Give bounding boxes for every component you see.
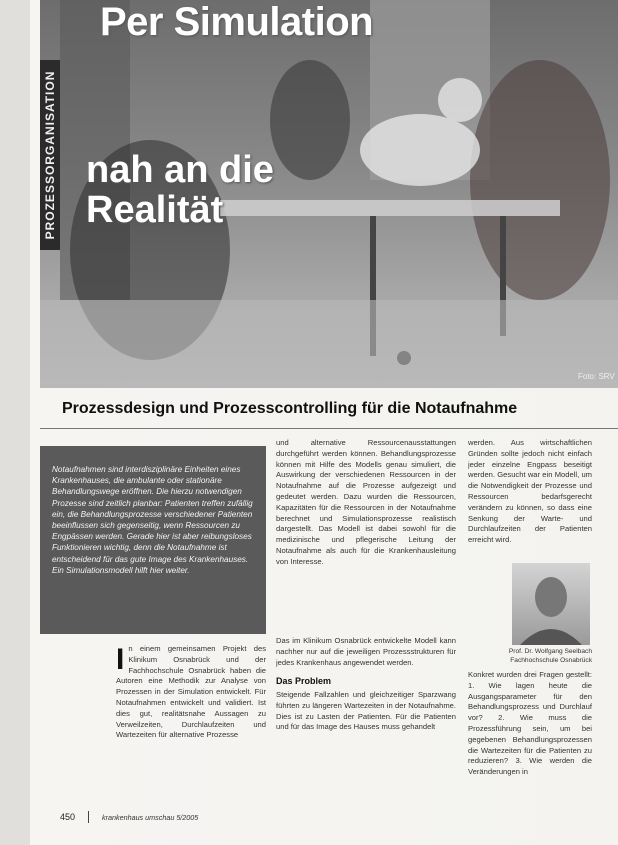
caption-name: Prof. Dr. Wolfgang Seelbach	[508, 648, 592, 655]
headline-line-3: Realität	[86, 189, 224, 231]
column-3-part-b: Konkret wurden drei Fragen gestellt: 1. Wie lagen heute die Ausgangsparameter für den Behandlungsprozess und Durchlauf vor? 2. Wie muss die Prozessführung sein, um bei gegebenen Behandlungsprozessen die Wartezeiten für die Patienten zu reduzieren? 3. Wie werden die Veränderungen in	[468, 670, 592, 777]
drop-cap: I	[116, 644, 125, 676]
headline-line-2: nah an die	[86, 149, 274, 191]
publication-name: krankenhaus umschau 5/2005	[102, 813, 199, 822]
caption-affiliation: Fachhochschule Osnabrück	[510, 656, 592, 664]
section-heading: Das Problem	[276, 676, 332, 686]
column-2-part-b: Das im Klinikum Osnabrück entwickelte Modell kann nachher nur auf die jeweiligen Prozessstrukturen für jedes Krankenhaus angewendet werden.	[276, 636, 456, 667]
side-label-text: PROZESSORGANISATION	[43, 70, 57, 240]
headline-line-1: Per Simulation	[100, 0, 374, 44]
column-1-text: n einem gemeinsamen Projekt des Klinikum Osnabrück und der Fachhochschule Osnabrück haben die Autoren eine Methodik zur Analyse von Prozessen in der Simulation entwickelt. Für Notaufnahmen entwickelt und validiert. Ist dies gut, realitätsnahe Aussagen zu Verweilzeiten, Durchlaufzeiten und Wartezeiten für alternative Prozesse	[116, 644, 266, 740]
column-2-part-a: und alternative Ressourcenausstattungen durchgeführt werden können. Behandlungsprozesse können mit Hilfe des Modells genau simuliert, die Auswirkung der verschiedenen Ressourcen in der Notaufnahme auf die Prozesse aufgezeigt und gedeutet werden. Dazu wurden die Ressourcen, Kapazitäten für die Ressourcen in der Notaufnahme berechnet und Simulationsprozesse realistisch dargestellt. Das Modell ist dabei sowohl für die medizinische und pflegerische Leitung der Notaufnahme als auch für die Krankenhausleitung von Interesse.	[276, 438, 456, 566]
author-portrait	[512, 563, 590, 645]
section-side-label	[40, 60, 60, 250]
page-number: 450	[60, 812, 76, 822]
column-2-part-c: Steigende Fallzahlen und gleichzeitiger Sparzwang führten zu längeren Wartezeiten in der Notaufnahme. Dies ist zu Lasten der Patienten. Für die Patienten und für das Image des Hauses muss gehandelt	[276, 690, 456, 732]
column-3-part-a: werden. Aus wirtschaftlichen Gründen sollte jedoch nicht einfach jeder einzelne Engpass beseitigt werden. Gesucht war ein Modell, um die Notwendigkeit der Prozesse und Ressourcen bedarfsgerecht verändern zu können, so dass eine Senkung der Warte- und Durchlaufzeiten der Patienten erreicht wird.	[468, 438, 592, 545]
column-1	[116, 644, 266, 804]
intro-box	[40, 446, 266, 634]
footer-divider	[88, 811, 89, 823]
portrait-caption	[468, 648, 592, 665]
headline-lines-2-3	[86, 150, 274, 230]
page-gutter	[0, 0, 30, 845]
portrait-illustration	[512, 563, 590, 645]
article-subtitle: Prozessdesign und Prozesscontrolling für die Notaufnahme	[62, 400, 518, 417]
photo-credit: Foto: SRV	[578, 372, 615, 381]
intro-text: Notaufnahmen sind interdisziplinäre Einheiten eines Krankenhauses, die ambulante oder stationäre Behandlungswege eröffnen. Die hierzu notwendigen Prozesse sind zeitlich planbar: Patienten treffen zufällig ein, die Behandlungsprozesse verschiedener Patienten beeinflussen sich gegenseitig, wenn Ressourcen zu Engpässen werden. Gerade hier ist aber reibungsloses Funktionieren wichtig, denn die Notaufnahme ist entscheidend für das gute Image des Krankenhauses. Ein Simulationsmodell hilft hier weiter.	[52, 465, 253, 575]
divider	[40, 428, 618, 429]
